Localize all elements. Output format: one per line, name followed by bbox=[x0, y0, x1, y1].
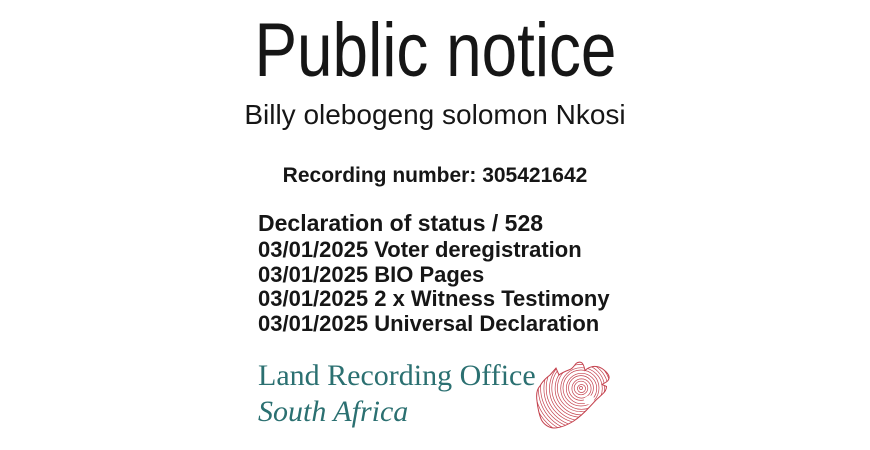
section-heading: Declaration of status / 528 bbox=[258, 210, 544, 236]
item-date: 03/01/2025 bbox=[258, 286, 369, 312]
item-date: 03/01/2025 bbox=[258, 310, 369, 336]
item-text: BIO Pages bbox=[374, 261, 485, 287]
lesotho-cutout bbox=[582, 394, 596, 406]
org-name: Land Recording Office bbox=[258, 359, 536, 392]
page-title-text: Public notice bbox=[254, 8, 616, 93]
item-date: 03/01/2025 bbox=[258, 261, 369, 287]
list-item bbox=[258, 287, 610, 312]
recording-number-label: Recording number: bbox=[282, 164, 477, 187]
item-text: 2 x Witness Testimony bbox=[374, 286, 610, 312]
page-title bbox=[0, 8, 870, 93]
item-text: Universal Declaration bbox=[374, 310, 600, 336]
list-item bbox=[258, 238, 610, 263]
recording-number-value: 305421642 bbox=[482, 164, 588, 187]
item-text: Voter deregistration bbox=[374, 237, 582, 262]
list-item bbox=[258, 263, 610, 288]
declaration-item-list bbox=[258, 238, 610, 336]
list-item bbox=[258, 312, 610, 337]
org-country: South Africa bbox=[258, 395, 409, 428]
item-date: 03/01/2025 bbox=[258, 237, 369, 262]
org-logo-text bbox=[258, 358, 536, 430]
south-africa-fingerprint-stamp-icon bbox=[533, 361, 612, 431]
subject-name: Billy olebogeng solomon Nkosi bbox=[244, 99, 626, 130]
recording-number-line bbox=[0, 165, 870, 186]
